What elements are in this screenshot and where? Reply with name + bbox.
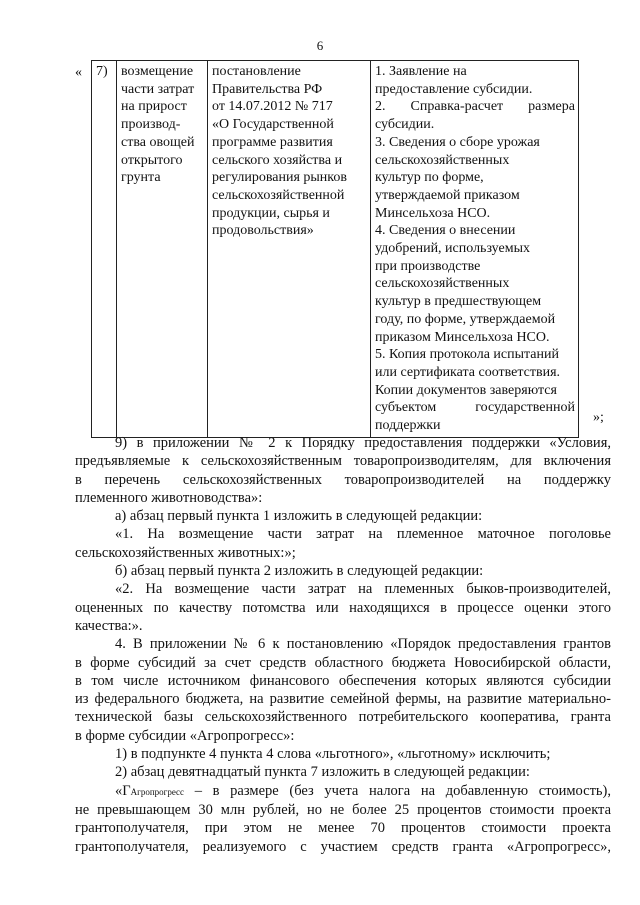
- purpose-line: возмещение: [121, 64, 194, 79]
- docs-line: 3. Сведения о сборе урожая: [375, 134, 540, 150]
- purpose-line: производ-: [121, 117, 181, 133]
- table-close-quote: »;: [593, 410, 604, 425]
- docs-line: поддержки: [375, 418, 441, 434]
- row-number-cell: [92, 61, 117, 438]
- basis-line: Правительства РФ: [212, 81, 323, 97]
- text-line: [75, 782, 611, 801]
- paragraph-subitem-1: 1) в подпункте 4 пункта 4 слова «льготного», «льготному» исключить;: [115, 746, 551, 763]
- paragraph-formula: [75, 782, 611, 856]
- basis-line: регулирования рынков: [212, 170, 347, 186]
- paragraph-item-4: [75, 635, 611, 745]
- docs-line: предоставление субсидии.: [375, 81, 533, 97]
- paragraph-quote-2: [75, 580, 611, 635]
- text-line: из федерального бюджета, на развитие семейной фермы, на развитие материально-: [75, 691, 611, 708]
- purpose-line: на прирост: [121, 99, 187, 115]
- docs-line: 1. Заявление на: [375, 64, 467, 79]
- basis-line: программе развития: [212, 134, 333, 150]
- text-line: «1. На возмещение части затрат на племенное маточное поголовье: [115, 526, 611, 543]
- docs-line: 5. Копия протокола испытаний: [375, 347, 559, 363]
- paragraph-item-9: [75, 434, 611, 507]
- paragraph-quote-1: [75, 525, 611, 562]
- docs-line: субъектом государственной: [375, 400, 575, 416]
- docs-line: сельскохозяйственных: [375, 276, 510, 292]
- text-line: грантополучателя, при этом не менее 70 процентов стоимости проекта: [75, 820, 611, 837]
- text-line: племенного животноводства»:: [75, 489, 263, 506]
- paragraph-subitem-2: 2) абзац девятнадцатый пункта 7 изложить в следующей редакции:: [115, 764, 530, 781]
- docs-line: 4. Сведения о внесении: [375, 223, 516, 239]
- document-body: [75, 434, 611, 856]
- formula-symbol: «Г: [115, 782, 131, 799]
- docs-line: или сертификата соответствия.: [375, 364, 561, 380]
- basis-line: постановление: [212, 64, 301, 79]
- basis-line: продукции, сырья и: [212, 205, 330, 221]
- formula-text: – в размере (без учета налога на добавленную стоимость),: [184, 782, 611, 799]
- table-row: [92, 61, 579, 438]
- text-line: 9) в приложении № 2 к Порядку предоставления поддержки «Условия,: [115, 435, 611, 451]
- docs-line: утверждаемой приказом: [375, 187, 520, 203]
- formula-subscript: Агропрогресс: [130, 786, 185, 797]
- basis-line: продовольствия»: [212, 223, 314, 239]
- text-line: качества:».: [75, 617, 143, 634]
- text-line: предъявляемые к сельскохозяйственным товаропроизводителям, для включения: [75, 453, 611, 470]
- documents-cell: [371, 61, 579, 438]
- table-open-quote: «: [75, 65, 82, 80]
- purpose-line: ства овощей: [121, 134, 195, 150]
- text-line: в форме субсидии «Агропрогресс»:: [75, 727, 295, 744]
- text-line: 4. В приложении № 6 к постановлению «Порядок предоставления грантов: [115, 636, 611, 653]
- docs-line: культур в предшествующем: [375, 294, 542, 310]
- text-line: в перечень сельскохозяйственных товаропроизводителей на поддержку: [75, 471, 611, 488]
- text-line: в том числе источником финансового обеспечения которых являются субсидии: [75, 672, 611, 689]
- text-line: «2. На возмещение части затрат на племенных быков-производителей,: [115, 581, 611, 598]
- purpose-line: открытого: [121, 152, 183, 168]
- purpose-line: части затрат: [121, 81, 195, 97]
- docs-line: году, по форме, утверждаемой: [375, 311, 556, 327]
- text-line: не превышающем 30 млн рублей, но не более 25 процентов стоимости проекта: [75, 801, 611, 818]
- text-line: технической базы сельскохозяйственного потребительского кооператива, гранта: [75, 709, 611, 726]
- basis-line: сельского хозяйства и: [212, 152, 343, 168]
- docs-line: при производстве: [375, 258, 481, 274]
- purpose-line: грунта: [121, 170, 161, 186]
- paragraph-subitem-b: б) абзац первый пункта 2 изложить в следующей редакции:: [115, 563, 484, 580]
- docs-line: Копии документов заверяются: [375, 382, 557, 398]
- docs-line: культур по форме,: [375, 170, 484, 186]
- text-line: сельскохозяйственных животных:»;: [75, 544, 296, 561]
- docs-line: удобрений, используемых: [375, 241, 530, 257]
- basis-line: от 14.07.2012 № 717: [212, 99, 333, 115]
- docs-line: 2. Справка-расчет размера: [375, 99, 575, 115]
- text-line: оцененных по качеству потомства или находящихся в процессе оценки этого: [75, 599, 611, 616]
- text-line: грантополучателя, реализуемого с участием средств гранта «Агропрогресс»,: [75, 838, 611, 855]
- row-number: 7): [96, 64, 108, 79]
- docs-line: субсидии.: [375, 117, 435, 133]
- paragraph-subitem-a: а) абзац первый пункта 1 изложить в следующей редакции:: [115, 508, 483, 525]
- legal-basis-cell: [208, 61, 371, 438]
- docs-line: приказом Минсельхоза НСО.: [375, 329, 550, 345]
- docs-line: сельскохозяйственных: [375, 152, 510, 168]
- basis-line: сельскохозяйственной: [212, 187, 345, 203]
- docs-line: Минсельхоза НСО.: [375, 205, 491, 221]
- basis-line: «О Государственной: [212, 117, 334, 133]
- page-number: 6: [316, 38, 324, 53]
- purpose-cell: [117, 61, 208, 438]
- text-line: в форме субсидий за счет средств областного бюджета Новосибирской области,: [75, 654, 611, 671]
- subsidy-table: [91, 60, 579, 438]
